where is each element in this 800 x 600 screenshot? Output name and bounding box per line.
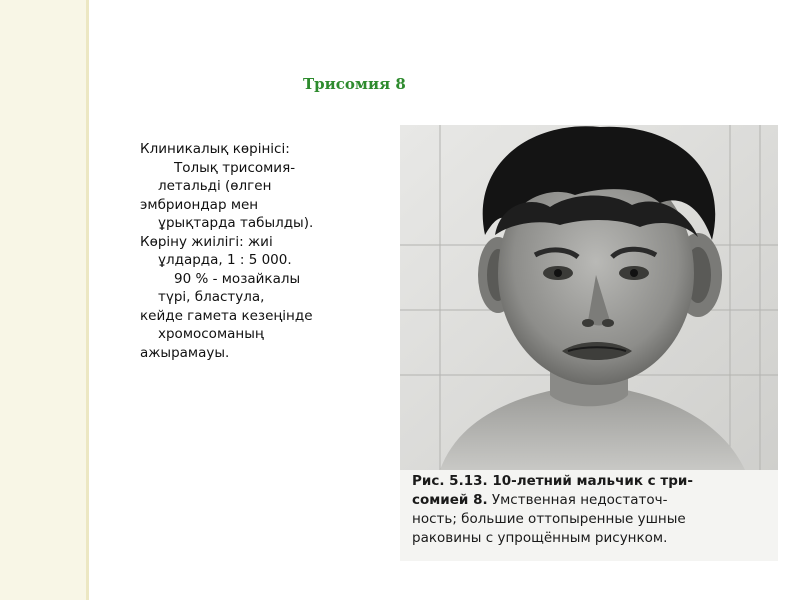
body-line: 90 % - мозайкалы [174, 270, 301, 287]
body-line: Көріну жиілігі: жиі [140, 233, 273, 250]
body-line: ұлдарда, 1 : 5 000. [158, 252, 292, 268]
body-line: түрі, бластула, [158, 289, 265, 305]
body-line: эмбриондар мен [140, 196, 259, 213]
figure-caption [412, 472, 772, 548]
slide-title: Трисомия 8 [303, 75, 406, 93]
body-line: кейде гамета кезеңінде [140, 307, 313, 324]
left-band-border [86, 0, 89, 600]
body-line: Толық трисомия- [174, 159, 296, 176]
body-line: ұрықтарда табылды). [158, 215, 314, 231]
body-text [140, 140, 380, 362]
body-line: летальді (өлген [158, 178, 272, 194]
body-line: хромосоманың [158, 326, 264, 342]
caption-bold: сомией 8. [412, 492, 488, 508]
caption-text: раковины с упрощённым рисунком. [412, 530, 668, 546]
caption-text: ность; большие оттопыренные ушные [412, 511, 686, 527]
caption-bold: Рис. 5.13. 10-летний мальчик с три- [412, 473, 693, 489]
caption-text: Умственная недостаточ- [487, 492, 668, 508]
body-line: ажырамауы. [140, 344, 230, 361]
body-line: Клиникалық көрінісі: [140, 141, 290, 157]
left-decorative-band [0, 0, 86, 600]
